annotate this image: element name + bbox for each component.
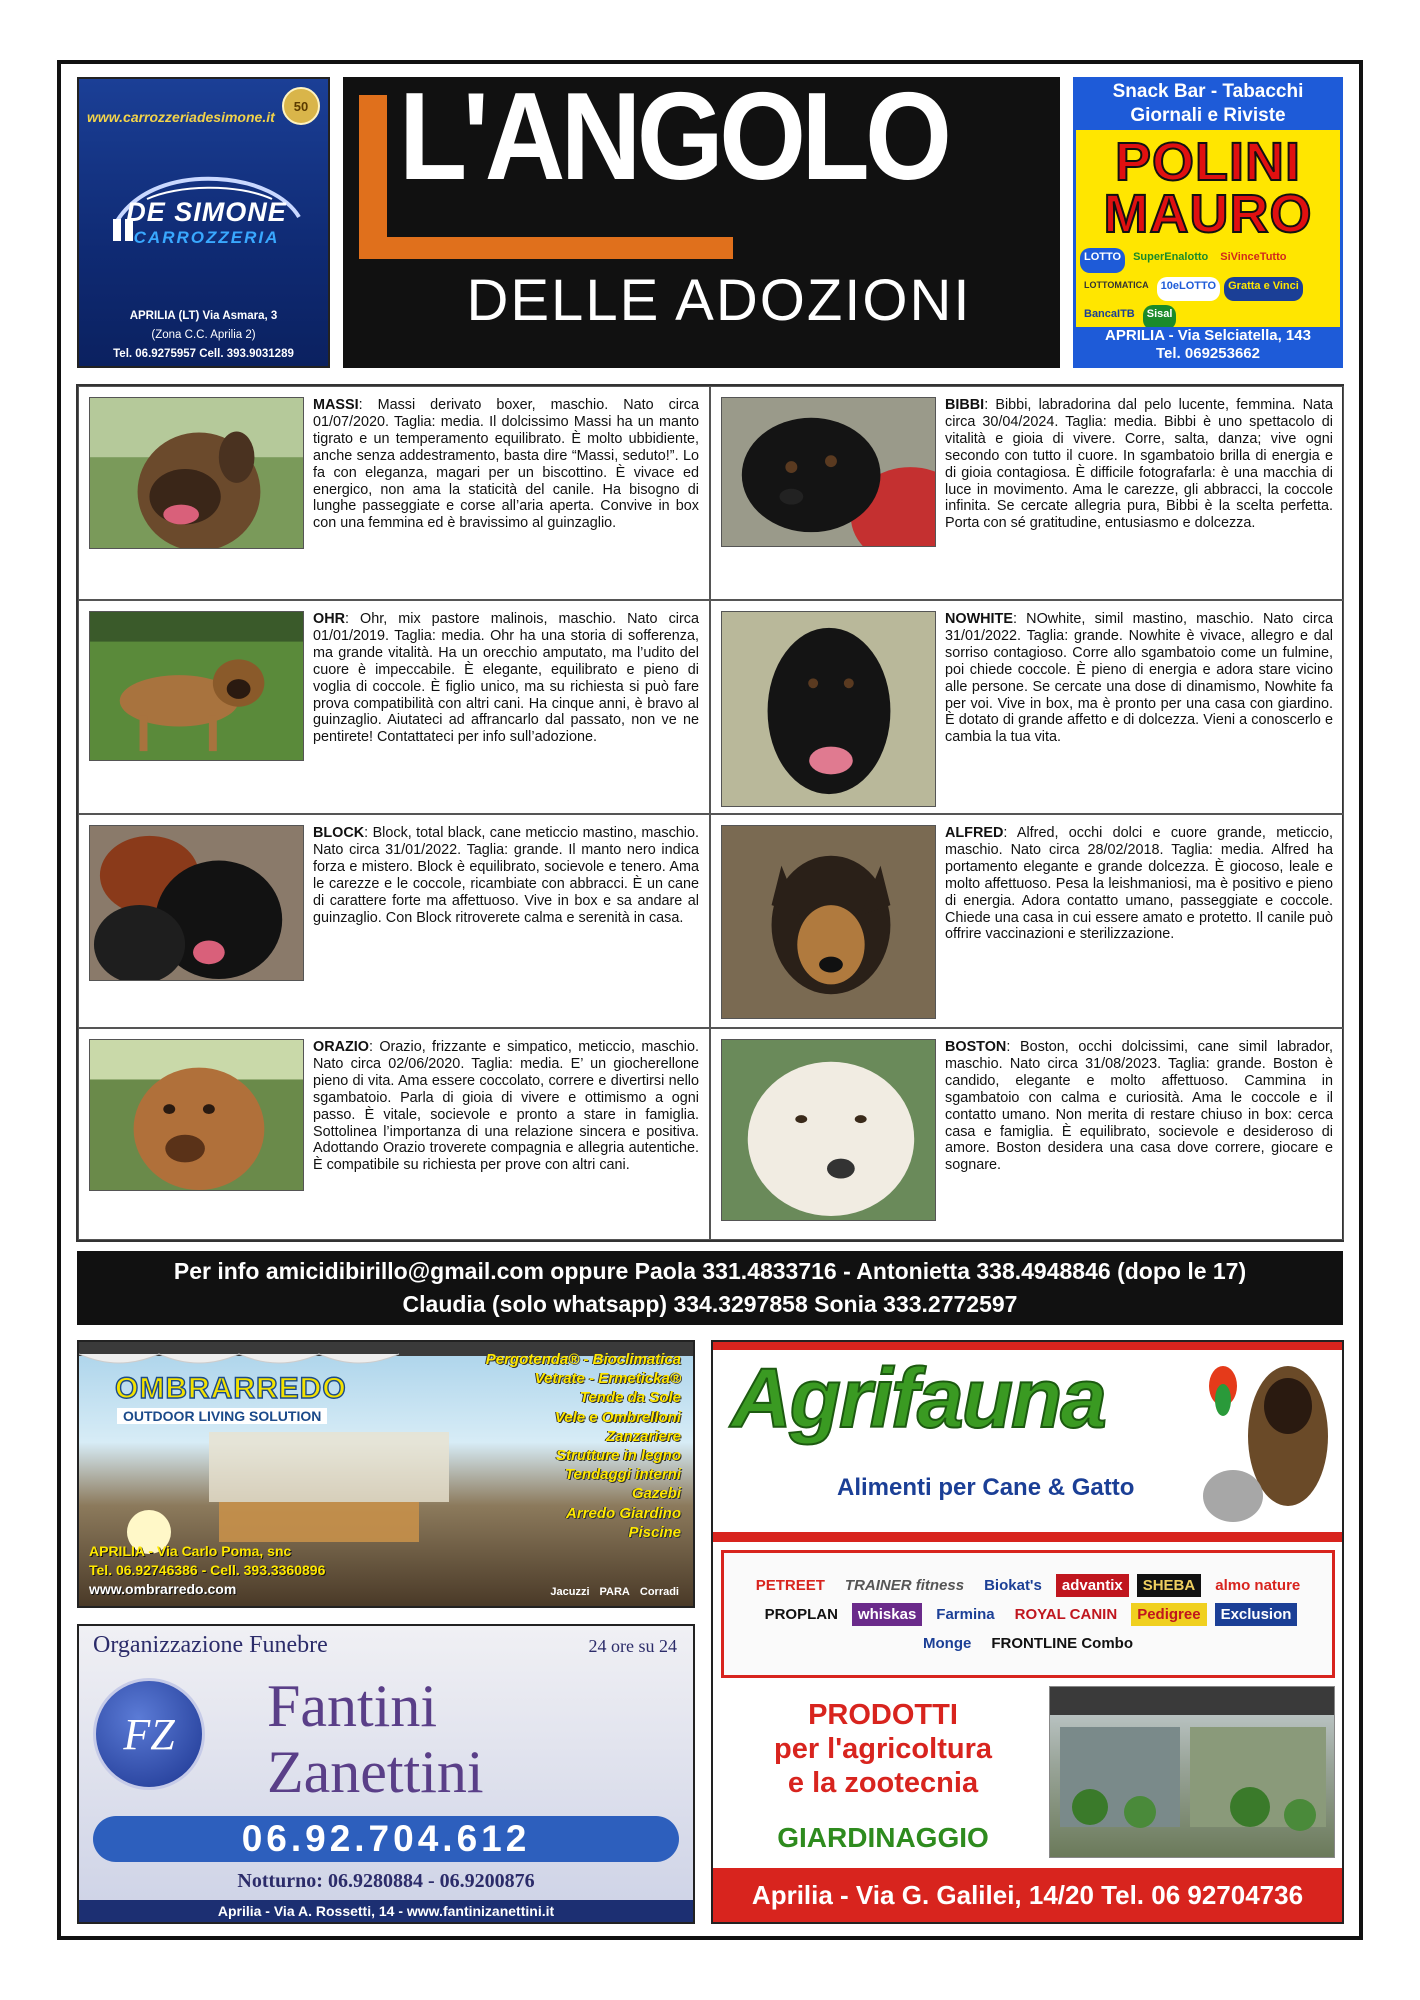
dog-card-nowhite — [710, 600, 1344, 814]
logo-bancaitb: BancaITB — [1084, 308, 1135, 321]
phone-line: Tel. 06.92746386 - Cell. 393.3360896 — [89, 1562, 326, 1578]
dog-text: : NOwhite, simil mastino, maschio. Nato circa 31/01/2022. Taglia: grande. Nowhite è vivace, allegro e dal sorriso contagioso. Corre allo sgambatoio come un fulmine, poi chiede coccole. È pieno di energia e adora stare vicino alle persone. Se cercate una dose di dinamismo, Nowhite fa per voi. Vive in box, ma è pronto per una casa con giardino. È dotato di grande affetto e di dolcezza. Vieni a conoscerlo e cambia la tua vita. — [945, 611, 1333, 746]
brand-logo: ROYAL CANIN — [1014, 1605, 1118, 1623]
dog-photo-bibbi — [721, 397, 936, 547]
service-item: Piscine — [628, 1523, 681, 1541]
dog-card-boston — [710, 1028, 1344, 1240]
dog-text: : Bibbi, labradorina dal pelo lucente, femmina. Nata circa 30/04/2024. Taglia: media. Bibbi è uno spettacolo di vitalità e gioia di vivere. Corre, salta, danza; vive ogni secondo con tutto il cuore. In sgambatoio brilla di energia e di gioia contagiosa. È difficile fotografarla: è una macchia di luce in movimento. Ama le carezze, gli abbracci, la coccole infinita. Se cercate allegria pura, Bibbi è la scelta perfetta. Porta con sé gratitudine, entusiasmo e dolcezza. — [945, 397, 1333, 532]
address-line: APRILIA - Via Carlo Poma, snc — [89, 1543, 292, 1559]
dog-name: BLOCK — [313, 825, 365, 841]
dog-text: : Alfred, occhi dolci e cuore grande, meticcio, maschio. Nato circa 28/02/2018. Taglia: media. Alfred ha portamento elegante e grande dolcezza. È giocoso, leale e molto affettuoso. Pesa la leishmaniosi, ma è positivo e pieno di energia. Adora contatto umano, passeggiate e coccole. Chiede una casa in cui essere amato e protetto. Il canile può offrire vaccinazioni e sterilizzazione. — [945, 825, 1333, 943]
dog-description-boston — [945, 1039, 1333, 1174]
parrot-dog-cat-icon — [1193, 1356, 1333, 1526]
adoption-grid — [76, 384, 1344, 1242]
dog-name: MASSI — [313, 397, 359, 413]
brand-logo: Monge — [923, 1634, 972, 1652]
ombrarredo-contacts — [89, 1542, 325, 1599]
ad-polini-footer — [1076, 327, 1340, 365]
funebre-phone[interactable]: 06.92.704.612 — [93, 1816, 679, 1862]
header-line-2: Giornali e Riviste — [1130, 105, 1286, 126]
masthead — [343, 68, 1060, 368]
brand-logo: FRONTLINE Combo — [991, 1634, 1133, 1652]
dog-description-alfred — [945, 825, 1333, 943]
dog-text: : Block, total black, cane meticcio mastino, maschio. Nato circa 31/01/2022. Taglia: grande. Il manto nero indica forza e mistero. Block è equilibrato, socievole e tenero. Ama le carezze e le coccole, ricambiate con abbracci. È un cane di carattere forte ma affettuoso. Vive in box e sa andare al guinzaglio. Con Block ritroverete calma e serenità in casa. — [313, 825, 699, 926]
dog-text: : Boston, occhi dolcissimi, cane simil labrador, maschio. Nato circa 31/08/2023. Taglia: grande. Boston è candido, elegante e molto affettuoso. Cammina in sgambatoio con calma e curiosità. Ama le coccole e il contatto umano. Non merita di restare chiuso in box: cerca casa e famiglia. È equilibrato, socievole e desideroso di amore. Boston desidera una casa dove correre, giocare e sognare. — [945, 1039, 1333, 1174]
header-line-1: Snack Bar - Tabacchi — [1112, 81, 1304, 102]
funebre-name-1: Fantini — [267, 1673, 438, 1739]
brand-logo: advantix — [1056, 1574, 1129, 1597]
dog-description-nowhite — [945, 611, 1333, 746]
brand-sub: CARROZZERIA — [133, 228, 280, 247]
dog-name: BOSTON — [945, 1039, 1007, 1055]
ad-polini-name — [1076, 132, 1340, 244]
logo-lottomatica: LOTTOMATICA — [1084, 279, 1149, 290]
products-line: e la zootecnia — [787, 1767, 979, 1799]
service-item: Strutture in legno — [556, 1447, 681, 1465]
dog-description-ohr — [313, 611, 699, 746]
dog-text: : Massi derivato boxer, maschio. Nato circa 01/07/2020. Taglia: media. Il dolcissimo Massi ha un manto tigrato e un temperamento equilibrato. È molto ubbidiente, anche senza addestramento, basta dire “Massi, seduto!”. Lo fa con eleganza, magari per un biscottino. È vivace ed energico, non ama la staticità del canile. Ha bisogno di lunghe passeggiate e corse all’aria aperta. Convive in box con una femmina ed è bravissimo al guinzaglio. — [313, 397, 699, 532]
dog-photo-alfred — [721, 825, 936, 1019]
brand-logo: PROPLAN — [764, 1605, 838, 1623]
dog-card-bibbi — [710, 386, 1344, 600]
dog-name: ORAZIO — [313, 1039, 369, 1055]
ad-polini-mauro[interactable] — [1073, 77, 1343, 368]
agrifauna-products — [733, 1698, 1033, 1800]
dog-text: : Ohr, mix pastore malinois, maschio. Nato circa 01/01/2019. Taglia: media. Ohr ha una storia di sofferenza, ma grande vitalità. Ha un orecchio amputato, ma l’udito del cuore è impeccabile. È elegante, equilibrato e pieno di voglia di coccole. È figlio unico, ma su richiesta si può fare prova compatibilità con altri cani. Ha cinque anni, è bravo al guinzaglio. Aiutateci ad affrancarlo dal passato, non ve ne pentirete! Contattateci per info sull’adozione. — [313, 611, 699, 746]
dog-card-block — [78, 814, 710, 1028]
dog-name: OHR — [313, 611, 345, 627]
agrifauna-tagline: Alimenti per Cane & Gatto — [837, 1474, 1135, 1501]
logo-10elotto: 10eLOTTO — [1157, 277, 1220, 302]
name-line-2: MAURO — [1103, 184, 1313, 244]
footer-phone: Tel. 069253662 — [1156, 345, 1260, 362]
dog-photo-block — [89, 825, 304, 981]
website-link[interactable]: www.ombrarredo.com — [89, 1581, 237, 1597]
ad-ombrarredo[interactable] — [77, 1340, 695, 1608]
dog-name: ALFRED — [945, 825, 1004, 841]
dog-card-ohr — [78, 600, 710, 814]
logo-superenalotto: SuperEnalotto — [1133, 251, 1209, 263]
service-item: Arredo Giardino — [565, 1504, 681, 1522]
contact-line-1: Per info amicidibirillo@gmail.com oppure Paola 331.4833716 - Antonietta 338.4948846 (dopo le 17) — [173, 1258, 1247, 1284]
logo-gratta-e-vinci: Gratta e Vinci — [1224, 277, 1303, 302]
ad-desimone-brand — [99, 197, 314, 248]
dog-photo-nowhite — [721, 611, 936, 807]
service-item: Tendaggi interni — [564, 1466, 681, 1484]
partner-logo: Corradi — [639, 1586, 679, 1598]
red-stripe — [713, 1342, 1342, 1350]
dog-description-block — [313, 825, 699, 926]
ad-polini-header — [1076, 80, 1340, 130]
name-line-1: POLINI — [1114, 132, 1301, 192]
logo-lotto: LOTTO — [1080, 248, 1125, 273]
brand-logo: SHEBA — [1137, 1574, 1202, 1597]
brand-logo: almo nature — [1215, 1576, 1301, 1594]
ombrarredo-services — [486, 1350, 681, 1542]
dog-photo-boston — [721, 1039, 936, 1221]
agrifauna-footer: Aprilia - Via G. Galilei, 14/20 Tel. 06 92704736 — [713, 1868, 1342, 1922]
dog-card-orazio — [78, 1028, 710, 1240]
shop-illustration — [1050, 1687, 1335, 1858]
brand-logo: Pedigree — [1131, 1603, 1206, 1626]
contact-info-bar — [77, 1251, 1343, 1325]
logo-sisal: Sisal — [1143, 305, 1177, 330]
ombrarredo-partners — [550, 1586, 679, 1598]
masthead-title: L'ANGOLO — [399, 68, 948, 206]
footer-address: APRILIA - Via Selciatella, 143 — [1105, 327, 1311, 344]
funebre-night-phones: Notturno: 06.9280884 - 06.9200876 — [237, 1870, 535, 1892]
game-logos — [1080, 248, 1336, 330]
agrifauna-logo: Agrifauna — [731, 1351, 1106, 1445]
anniversary-badge: 50 — [282, 87, 320, 125]
brand-name: DE SIMONE — [126, 197, 287, 227]
agrifauna-gardening: GIARDINAGGIO — [777, 1822, 989, 1853]
brand-logo: PETREET — [755, 1576, 825, 1594]
funebre-hours: 24 ore su 24 — [588, 1636, 677, 1656]
dog-text: : Orazio, frizzante e simpatico, meticcio, maschio. Nato circa 02/06/2020. Taglia: media. E’ un giocherellone pieno di vita. Ama essere coccolato, correre e divertirsi nello sgambatoio. Parla di gioia di vivere e ottimismo a ogni passo. È vitale, socievole e pronto a stare in famiglia. Sottolinea l’importanza di una relazione sincera e positiva. Adottando Orazio troverete compagnia e allegria autentiche. È compatibile su richiesta per prove con altri cani. — [313, 1039, 699, 1174]
dog-photo-orazio — [89, 1039, 304, 1191]
ombrarredo-subtitle: OUTDOOR LIVING SOLUTION — [117, 1408, 327, 1424]
contact-line-2: Claudia (solo whatsapp) 334.3297858 Sonia 333.2772597 — [402, 1291, 1018, 1317]
brand-logo: Farmina — [936, 1605, 995, 1623]
dog-description-bibbi — [945, 397, 1333, 532]
service-item: Zanzariere — [605, 1427, 681, 1445]
phone-line: Tel. 06.9275957 Cell. 393.9031289 — [113, 348, 294, 360]
fz-monogram-icon: FZ — [93, 1678, 205, 1790]
dog-photo-ohr — [89, 611, 304, 761]
service-item: Tende da Sole — [579, 1389, 681, 1407]
dog-card-alfred — [710, 814, 1344, 1028]
service-item: Gazebi — [631, 1485, 681, 1503]
dog-description-massi — [313, 397, 699, 532]
products-line: per l'agricoltura — [773, 1733, 992, 1765]
brand-logo: Biokat's — [984, 1576, 1042, 1594]
logo-sivincetutto: SiVinceTutto — [1220, 251, 1287, 263]
address-line: APRILIA (LT) Via Asmara, 3 — [129, 310, 278, 322]
partner-logo: Jacuzzi — [550, 1586, 590, 1598]
red-stripe — [713, 1532, 1342, 1542]
funebre-org: Organizzazione Funebre — [93, 1632, 328, 1658]
dog-name: BIBBI — [945, 397, 985, 413]
products-line: PRODOTTI — [808, 1699, 958, 1731]
pet-food-brands — [721, 1550, 1335, 1678]
brand-logo: TRAINER fitness — [844, 1576, 965, 1594]
dog-name: NOWHITE — [945, 611, 1013, 627]
ombrarredo-logo: OMBRARREDO — [115, 1372, 347, 1405]
service-item: Pergotenda® - Bioclimatica — [485, 1351, 681, 1368]
dog-card-massi — [78, 386, 710, 600]
ad-agrifauna[interactable] — [711, 1340, 1344, 1924]
address-zone: (Zona C.C. Aprilia 2) — [151, 329, 256, 341]
ad-desimone-address — [79, 307, 328, 364]
brand-logo: whiskas — [852, 1603, 922, 1626]
dog-description-orazio — [313, 1039, 699, 1174]
ad-desimone-url[interactable]: www.carrozzeriadesimone.it — [87, 109, 275, 125]
brand-logo: Exclusion — [1215, 1603, 1298, 1626]
partner-logo: PARA — [599, 1586, 630, 1598]
ad-fantini-zanettini[interactable] — [77, 1624, 695, 1924]
funebre-name-2: Zanettini — [267, 1739, 484, 1805]
ad-desimone-carrozzeria[interactable] — [77, 77, 330, 368]
funebre-footer[interactable]: Aprilia - Via A. Rossetti, 14 - www.fantinizanettini.it — [79, 1900, 693, 1922]
shop-front-photo — [1049, 1686, 1335, 1858]
masthead-subtitle: DELLE ADOZIONI — [466, 268, 972, 333]
service-item: Vele e Ombrelloni — [554, 1408, 681, 1426]
dog-photo-massi — [89, 397, 304, 549]
service-item: Vetrate - Ermeticka® — [534, 1370, 681, 1388]
